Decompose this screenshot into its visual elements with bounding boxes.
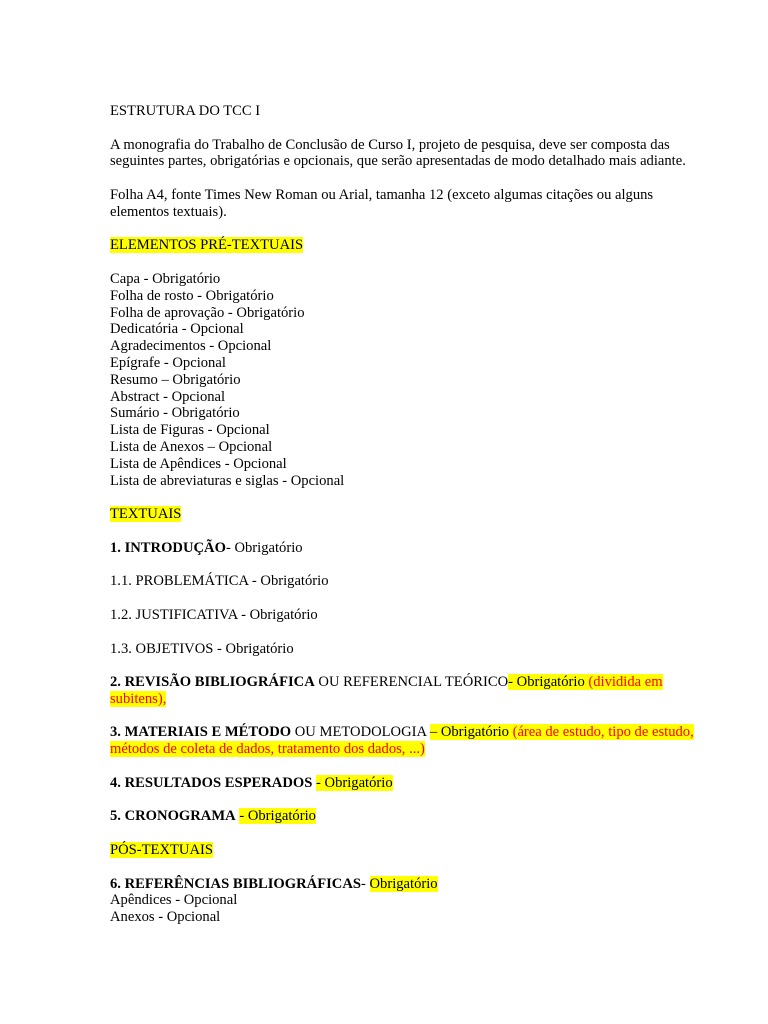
list-item: Resumo – Obrigatório: [110, 371, 241, 388]
section-1-3: 1.3. OBJETIVOS - Obrigatório: [110, 640, 294, 657]
section-5-title: 5. CRONOGRAMA: [110, 808, 236, 825]
document-title: ESTRUTURA DO TCC I: [110, 103, 261, 119]
section-6-dash: -: [360, 875, 370, 892]
section-4-title: 4. RESULTADOS ESPERADOS: [110, 774, 313, 791]
pre-textual-list: [110, 271, 700, 489]
pre-textual-heading-text: ELEMENTOS PRÉ-TEXTUAIS: [110, 237, 304, 254]
section-2: [110, 674, 700, 708]
section-3: [110, 724, 700, 758]
post-textual-heading: [110, 842, 700, 859]
list-item: Lista de Figuras - Opcional: [110, 422, 270, 439]
list-item: Dedicatória - Opcional: [110, 321, 244, 338]
section-3-title: 3. MATERIAIS E MÉTODO: [110, 724, 292, 741]
section-6-title: 6. REFERÊNCIAS BIBLIOGRÁFICAS: [110, 875, 361, 892]
list-item: Apêndices - Opcional: [110, 892, 238, 909]
pre-textual-heading: [110, 237, 700, 254]
list-item: Abstract - Opcional: [110, 388, 226, 405]
list-item: Capa - Obrigatório: [110, 270, 221, 287]
section-1-2: 1.2. JUSTIFICATIVA - Obrigatório: [110, 606, 318, 623]
section-3-alt: OU METODOLOGIA: [291, 724, 430, 741]
list-item: Agradecimentos - Opcional: [110, 338, 272, 355]
section-1-title: 1. INTRODUÇÃO: [110, 539, 226, 556]
section-3-note: (área de estudo, tipo de estudo, métodos de coleta de dados, tratamento dos dados, ...): [110, 724, 694, 758]
section-4-status: - Obrigatório: [316, 774, 393, 791]
textual-heading-text: TEXTUAIS: [110, 506, 182, 523]
textual-heading: [110, 506, 700, 523]
list-item: Lista de Anexos – Opcional: [110, 438, 273, 455]
list-item: Folha de rosto - Obrigatório: [110, 287, 274, 304]
section-4: [110, 775, 700, 792]
list-item: Epígrafe - Opcional: [110, 354, 226, 371]
section-6-status: Obrigatório: [369, 875, 438, 892]
intro-paragraph: A monografia do Trabalho de Conclusão de Curso I, projeto de pesquisa, deve ser composta das seguintes partes, obrigatórias e opcionais, que serão apresentadas de modo detalhado mais adiante.: [110, 136, 686, 170]
section-3-status: – Obrigatório: [429, 724, 509, 741]
section-6: [110, 876, 700, 893]
section-5: [110, 808, 700, 825]
section-2-title: 2. REVISÃO BIBLIOGRÁFICA: [110, 674, 315, 691]
section-1-status: - Obrigatório: [225, 539, 303, 556]
section-5-status: - Obrigatório: [239, 808, 316, 825]
list-item: Lista de abreviaturas e siglas - Opcional: [110, 472, 345, 489]
format-paragraph: Folha A4, fonte Times New Roman ou Arial, tamanha 12 (exceto algumas citações ou alguns elementos textuais).: [110, 186, 654, 220]
list-item: Sumário - Obrigatório: [110, 405, 240, 422]
post-textual-heading-text: PÓS-TEXTUAIS: [110, 842, 213, 859]
list-item: Anexos - Opcional: [110, 909, 221, 926]
section-2-alt: OU REFERENCIAL TEÓRICO: [314, 674, 509, 691]
section-1: [110, 540, 700, 557]
section-2-status: - Obrigatório: [508, 674, 585, 691]
section-2-note: (dividida em subitens),: [110, 674, 663, 707]
list-item: Folha de aprovação - Obrigatório: [110, 304, 305, 321]
document-body: [110, 103, 700, 926]
list-item: Lista de Apêndices - Opcional: [110, 455, 287, 472]
section-1-1: 1.1. PROBLEMÁTICA - Obrigatório: [110, 573, 329, 590]
